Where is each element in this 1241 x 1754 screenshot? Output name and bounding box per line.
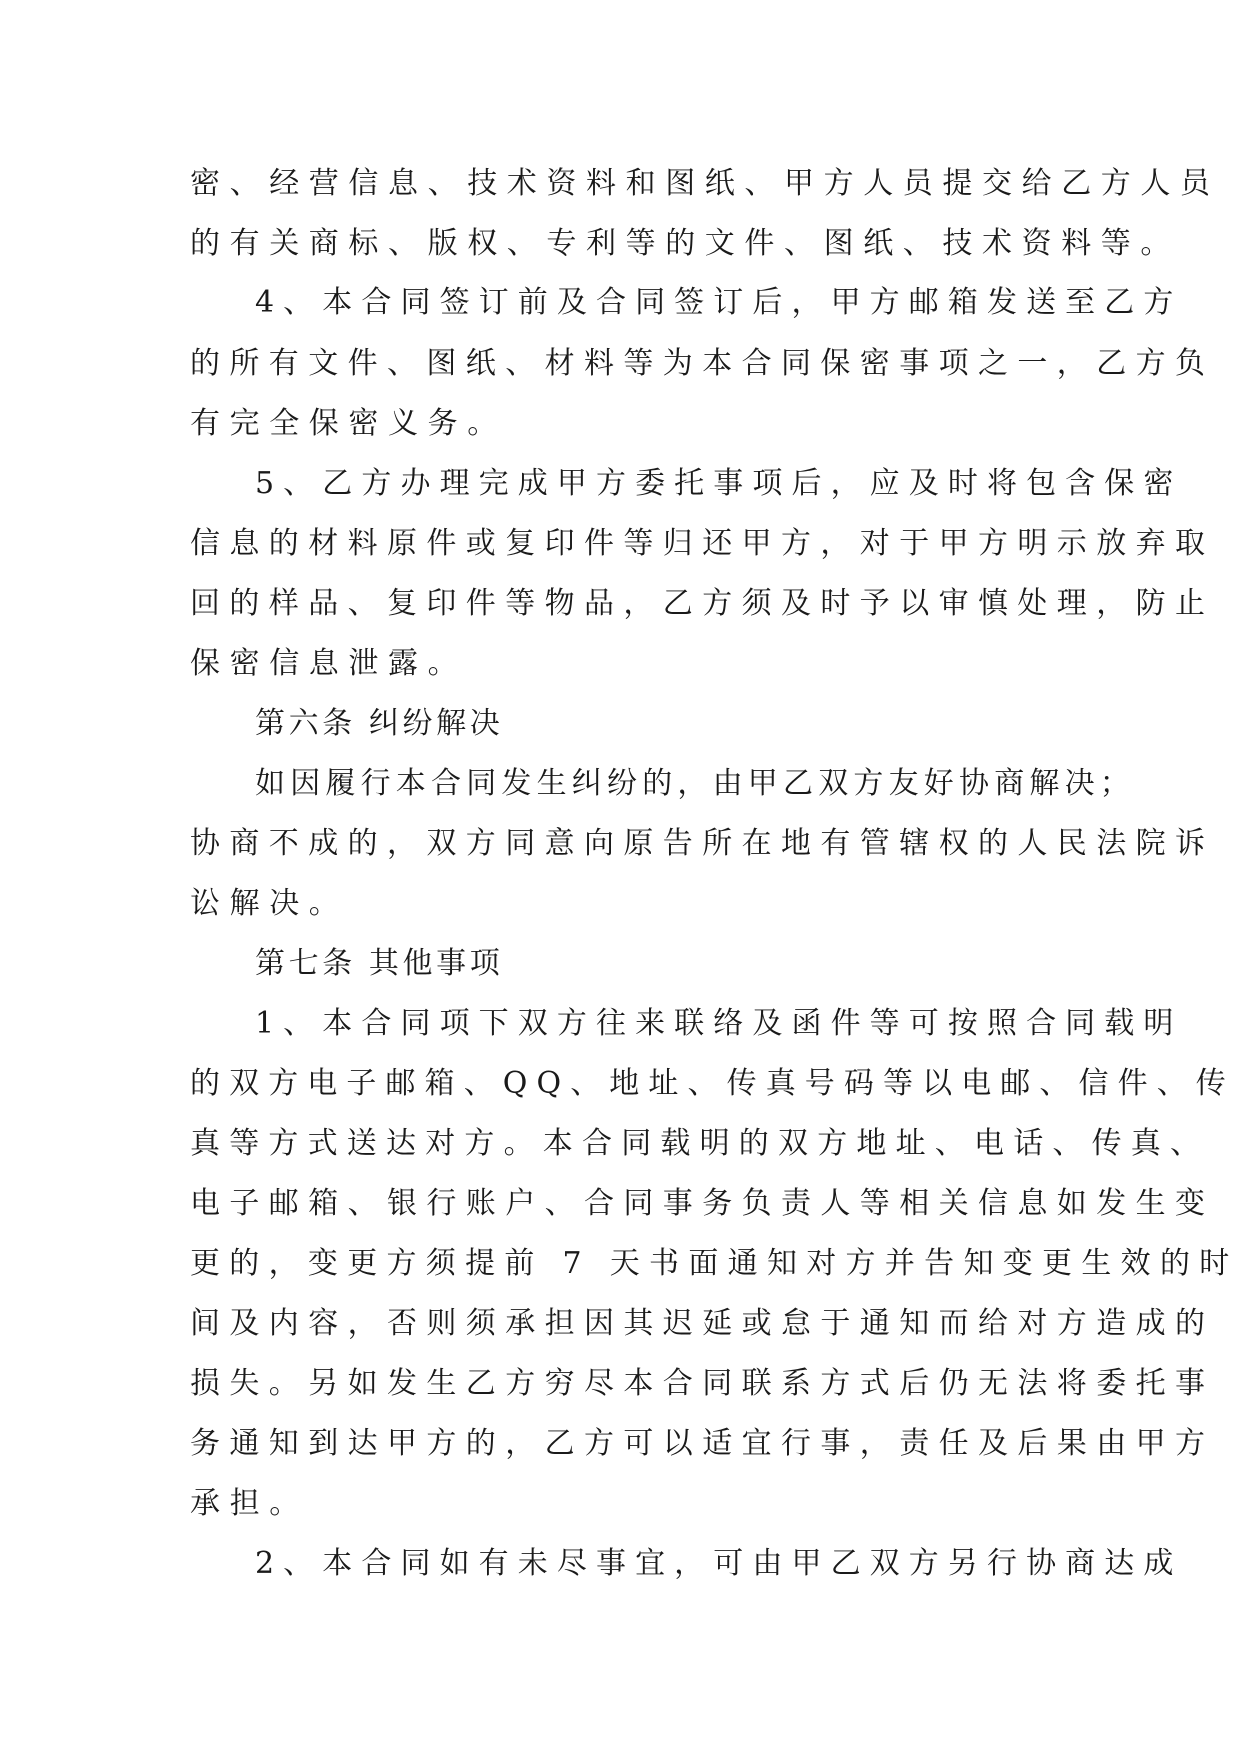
text-line: 电子邮箱、银行账户、合同事务负责人等相关信息如发生变 [190,1186,1215,1221]
section-heading: 第七条 其他事项 [255,946,504,981]
text-line: 协商不成的，双方同意向原告所在地有管辖权的人民法院诉 [190,826,1215,861]
text-line: 的所有文件、图纸、材料等为本合同保密事项之一，乙方负 [190,346,1215,381]
section-heading: 第六条 纠纷解决 [255,706,504,741]
text-line: 更的，变更方须提前 7 天书面通知对方并告知变更生效的时 [190,1246,1239,1281]
text-line: 保密信息泄露。 [190,646,468,681]
text-line: 的双方电子邮箱、QQ、地址、传真号码等以电邮、信件、传 [190,1066,1235,1101]
text-line: 1、本合同项下双方往来联络及函件等可按照合同载明 [255,1006,1183,1041]
text-line: 损失。另如发生乙方穷尽本合同联系方式后仍无法将委托事 [190,1366,1215,1401]
text-line: 信息的材料原件或复印件等归还甲方，对于甲方明示放弃取 [190,526,1215,561]
text-line: 讼解决。 [190,886,349,921]
text-line: 务通知到达甲方的，乙方可以适宜行事，责任及后果由甲方 [190,1426,1215,1461]
text-line: 的有关商标、版权、专利等的文件、图纸、技术资料等。 [190,226,1180,261]
text-line: 承担。 [190,1486,309,1521]
text-line: 4、本合同签订前及合同签订后，甲方邮箱发送至乙方 [255,285,1183,320]
text-line: 有完全保密义务。 [190,406,507,441]
text-line: 回的样品、复印件等物品，乙方须及时予以审慎处理，防止 [190,586,1215,621]
text-line: 真等方式送达对方。本合同载明的双方地址、电话、传真、 [190,1126,1210,1161]
text-line: 2、本合同如有未尽事宜，可由甲乙双方另行协商达成 [255,1546,1183,1581]
text-line: 间及内容，否则须承担因其迟延或怠于通知而给对方造成的 [190,1306,1215,1341]
text-line: 如因履行本合同发生纠纷的，由甲乙双方友好协商解决； [255,766,1135,801]
text-line: 密、经营信息、技术资料和图纸、甲方人员提交给乙方人员 [190,166,1220,201]
text-line: 5、乙方办理完成甲方委托事项后，应及时将包含保密 [255,466,1183,501]
